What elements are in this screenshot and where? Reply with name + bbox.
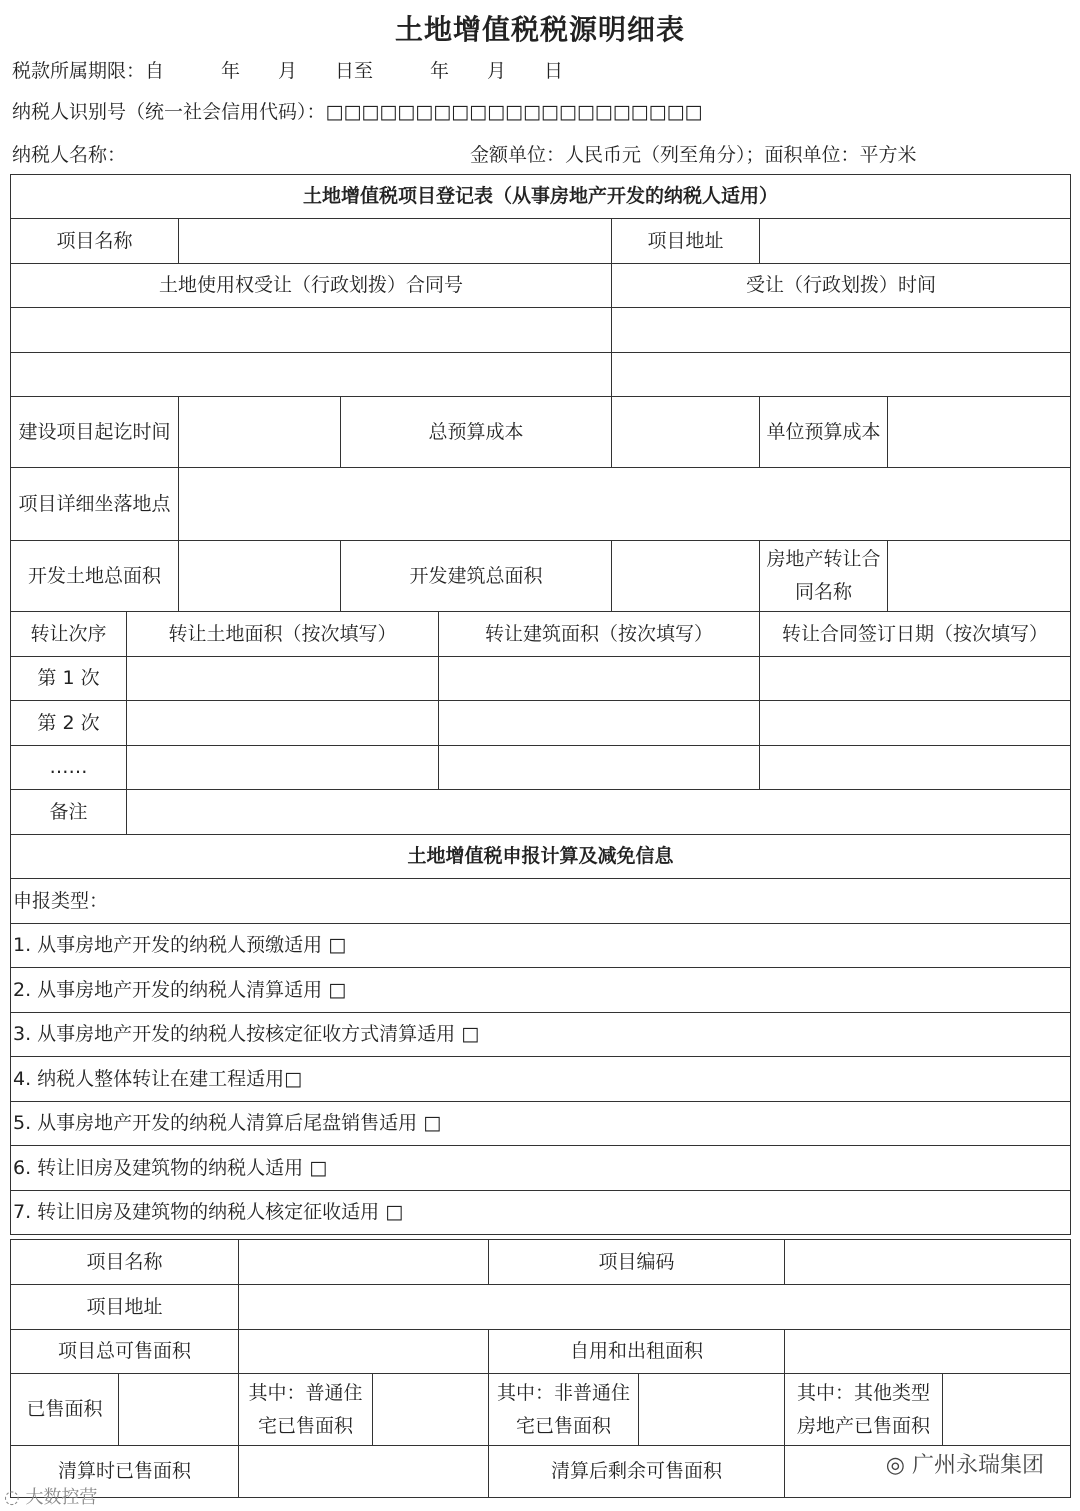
location-field[interactable] — [179, 468, 1071, 541]
total-budget-field[interactable] — [612, 397, 760, 468]
wechat-icon: ◎ — [885, 1453, 912, 1478]
section2-title: 土地增值税申报计算及减免信息 — [11, 835, 1071, 879]
project-name-label: 项目名称 — [11, 219, 179, 264]
decl-type-label: 申报类型： — [11, 879, 1071, 924]
unit-budget-label: 单位预算成本 — [760, 397, 888, 468]
row-1-building[interactable] — [439, 657, 760, 701]
col-sign-date: 转让合同签订日期（按次填写） — [760, 612, 1071, 657]
transfer-time-field-2[interactable] — [612, 353, 1071, 397]
col-order: 转让次序 — [11, 612, 127, 657]
s2-project-name-field[interactable] — [239, 1240, 489, 1285]
row-2-land[interactable] — [127, 701, 439, 746]
watermark-left — [4, 1483, 97, 1509]
sold-non-ordinary-field[interactable] — [639, 1374, 785, 1446]
contract-name-field[interactable] — [888, 541, 1071, 612]
total-budget-label: 总预算成本 — [341, 397, 612, 468]
building-area-field[interactable] — [612, 541, 760, 612]
s2-project-code-field[interactable] — [785, 1240, 1071, 1285]
remarks-field[interactable] — [127, 790, 1071, 835]
units-note: 金额单位：人民币元（列至角分）；面积单位：平方米 — [470, 144, 917, 166]
sold-ordinary-label: 其中：普通住宅已售面积 — [239, 1374, 373, 1446]
watermark-right — [886, 1448, 1044, 1479]
decl-option-5[interactable]: 5. 从事房地产开发的纳税人清算后尾盘销售适用 □ — [11, 1102, 1071, 1146]
taxpayer-name: 纳税人名称： — [12, 144, 127, 166]
taxpayer-id: 纳税人识别号（统一社会信用代码）：□□□□□□□□□□□□□□□□□□□□□ — [12, 101, 703, 123]
building-area-label: 开发建筑总面积 — [341, 541, 612, 612]
transfer-time-label: 受让（行政划拨）时间 — [612, 264, 1071, 308]
contract-name-label: 房地产转让合同名称 — [760, 541, 888, 612]
self-rent-label: 自用和出租面积 — [489, 1330, 785, 1374]
row-2-date[interactable] — [760, 701, 1071, 746]
sold-non-ordinary-label: 其中：非普通住宅已售面积 — [489, 1374, 639, 1446]
row-more-building[interactable] — [439, 746, 760, 790]
watermark-right-text: 广州永瑞集团 — [911, 1453, 1044, 1478]
transfer-time-field-1[interactable] — [612, 308, 1071, 353]
contract-no-label: 土地使用权受让（行政划拨）合同号 — [11, 264, 612, 308]
contract-no-field-2[interactable] — [11, 353, 612, 397]
contract-no-field-1[interactable] — [11, 308, 612, 353]
self-rent-field[interactable] — [785, 1330, 1071, 1374]
sold-other-label: 其中：其他类型房地产已售面积 — [785, 1374, 943, 1446]
watermark-left-text: 大数控营 — [25, 1487, 98, 1508]
s2-project-address-field[interactable] — [239, 1285, 1071, 1330]
row-more-label: …… — [11, 746, 127, 790]
decl-option-7[interactable]: 7. 转让旧房及建筑物的纳税人核定征收适用 □ — [11, 1191, 1071, 1235]
sold-area-label: 已售面积 — [11, 1374, 119, 1446]
s2-project-name-label: 项目名称 — [11, 1240, 239, 1285]
s2-project-code-label: 项目编码 — [489, 1240, 785, 1285]
sold-other-field[interactable] — [943, 1374, 1071, 1446]
build-period-label: 建设项目起讫时间 — [11, 397, 179, 468]
decl-option-4[interactable]: 4. 纳税人整体转让在建工程适用□ — [11, 1057, 1071, 1102]
row-2-building[interactable] — [439, 701, 760, 746]
total-saleable-label: 项目总可售面积 — [11, 1330, 239, 1374]
section1-title: 土地增值税项目登记表（从事房地产开发的纳税人适用） — [11, 175, 1071, 219]
col-building-area: 转让建筑面积（按次填写） — [439, 612, 760, 657]
land-area-field[interactable] — [179, 541, 341, 612]
sold-area-field[interactable] — [119, 1374, 239, 1446]
location-label: 项目详细坐落地点 — [11, 468, 179, 541]
row-more-date[interactable] — [760, 746, 1071, 790]
tax-period: 税款所属期限：自 年 月 日至 年 月 日 — [12, 60, 564, 82]
sold-ordinary-field[interactable] — [373, 1374, 489, 1446]
sold-at-settlement-field[interactable] — [239, 1446, 489, 1498]
decl-option-3[interactable]: 3. 从事房地产开发的纳税人按核定征收方式清算适用 □ — [11, 1013, 1071, 1057]
project-address-label: 项目地址 — [612, 219, 760, 264]
form-title: 土地增值税税源明细表 — [394, 13, 685, 46]
project-address-field[interactable] — [760, 219, 1071, 264]
row-1-land[interactable] — [127, 657, 439, 701]
unit-budget-field[interactable] — [888, 397, 1071, 468]
total-saleable-field[interactable] — [239, 1330, 489, 1374]
decl-option-6[interactable]: 6. 转让旧房及建筑物的纳税人适用 □ — [11, 1146, 1071, 1191]
row-1-label: 第 1 次 — [11, 657, 127, 701]
decl-option-1[interactable]: 1. 从事房地产开发的纳税人预缴适用 □ — [11, 924, 1071, 968]
remaining-saleable-label: 清算后剩余可售面积 — [489, 1446, 785, 1498]
row-2-label: 第 2 次 — [11, 701, 127, 746]
decl-option-2[interactable]: 2. 从事房地产开发的纳税人清算适用 □ — [11, 968, 1071, 1013]
s2-project-address-label: 项目地址 — [11, 1285, 239, 1330]
weibo-icon: ◌ — [4, 1487, 26, 1508]
land-area-label: 开发土地总面积 — [11, 541, 179, 612]
row-1-date[interactable] — [760, 657, 1071, 701]
build-period-field[interactable] — [179, 397, 341, 468]
remarks-label: 备注 — [11, 790, 127, 835]
project-name-field[interactable] — [179, 219, 612, 264]
sold-at-settlement-label: 清算时已售面积 — [11, 1446, 239, 1498]
col-land-area: 转让土地面积（按次填写） — [127, 612, 439, 657]
project-registration-table — [10, 174, 1071, 1235]
row-more-land[interactable] — [127, 746, 439, 790]
